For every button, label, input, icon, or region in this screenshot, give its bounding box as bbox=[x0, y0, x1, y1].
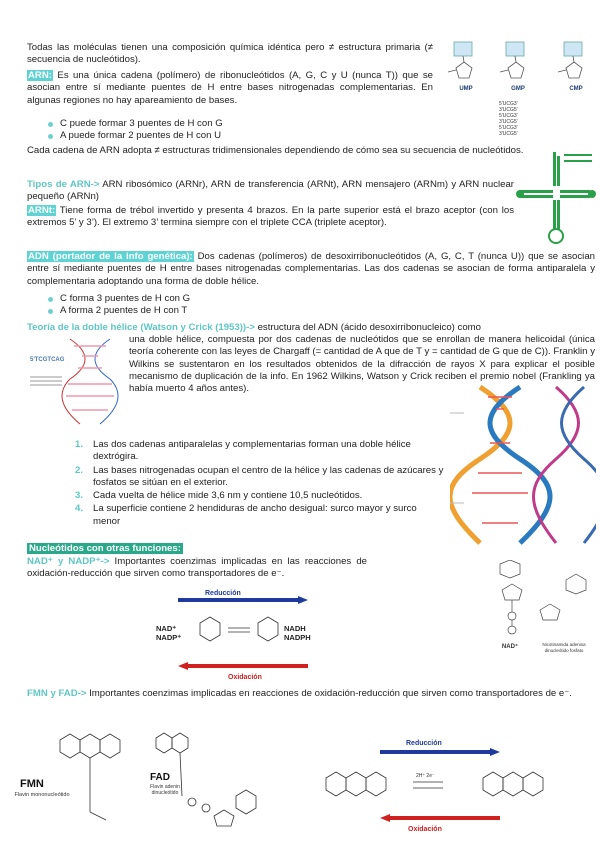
point-number: 2. bbox=[75, 464, 84, 476]
trna-cloverleaf-icon bbox=[516, 150, 596, 245]
fmn-figure bbox=[14, 722, 140, 832]
arn-label: ARN: bbox=[28, 70, 52, 81]
nad-reaction-figure bbox=[156, 588, 311, 684]
intro-text: Todas las moléculas tienen una composición química idéntica pero ≠ estructura primaria (≠ secuencia de nucleótidos). bbox=[27, 42, 433, 66]
nad-struct-caption: Nicotinamida adenina dinucleótido fosfato bbox=[542, 642, 586, 653]
dna-sequence-label: 5'TCGTCAG bbox=[30, 357, 65, 363]
codon: 3'UCG5' bbox=[499, 107, 518, 113]
oxidation-arrow-icon bbox=[178, 662, 308, 670]
arn-paragraph bbox=[27, 70, 433, 107]
arn-bullets bbox=[48, 118, 428, 143]
fmn-paragraph bbox=[27, 688, 595, 700]
helix-heading-line bbox=[27, 322, 595, 334]
nad-left-labels bbox=[156, 624, 181, 642]
nad-structure-figure bbox=[470, 560, 596, 670]
codon: 5'UCG3' bbox=[499, 125, 518, 131]
codon: 3'UCG5' bbox=[499, 131, 518, 137]
adn-text: Dos cadenas (polímeros) de desoxirribonucleótidos (A, G, C, T (nunca U)) que se asocian entre sí mediante puentes de H entre bases nitrogenadas complementarias. Las dos cadenas se asocian de forma antiparalela y complementaria adoptando una forma de doble hélice. bbox=[27, 251, 595, 287]
fmn-arrow-label: 2H⁺ 2e⁻ bbox=[416, 773, 435, 779]
cmp-label: CMP bbox=[569, 86, 583, 92]
gmp-label: GMP bbox=[511, 86, 525, 92]
arn-bullet: A puede formar 2 puentes de H con U bbox=[48, 130, 428, 142]
helix-label: Teoría de la doble hélice (Watson y Crick (1953))-> bbox=[27, 322, 255, 333]
double-helix-icon bbox=[450, 383, 596, 547]
adn-bullet: A forma 2 puentes de H con T bbox=[48, 305, 428, 317]
intro-paragraph bbox=[27, 42, 433, 67]
nadp-label-ox: NADP⁺ bbox=[156, 633, 182, 642]
dna-structure-figure bbox=[30, 334, 126, 434]
adn-bullet: C forma 3 puentes de H con G bbox=[48, 293, 428, 305]
dna-caption-decor bbox=[30, 374, 62, 388]
fmn-text: Importantes coenzimas implicadas en reacciones de oxidación-reducción que sirven como transportadores de e⁻. bbox=[86, 688, 572, 699]
fmn-reduction-arrow-icon bbox=[380, 748, 500, 756]
point-number: 4. bbox=[75, 503, 84, 515]
other-heading-line bbox=[27, 543, 327, 555]
nadh-label: NADH bbox=[284, 624, 306, 633]
adn-bullets bbox=[48, 293, 428, 318]
codon: 5'UCG3' bbox=[499, 113, 518, 119]
nad-text: Importantes coenzimas implicadas en las reacciones de oxidación-reducción que sirven como transportadores de e⁻. bbox=[27, 556, 367, 580]
helix-text-first: estructura del ADN (ácido desoxirribonucleico) como bbox=[254, 322, 482, 333]
nicotinamide-ring-icon bbox=[190, 608, 290, 658]
fmn-label: FMN y FAD-> bbox=[27, 688, 87, 699]
codon: 5'UCG3' bbox=[499, 101, 518, 107]
nad-molecule-icon bbox=[470, 560, 596, 642]
nad-label: NAD⁺ y NADP⁺-> bbox=[27, 556, 110, 567]
arn-text: Es una única cadena (polímero) de ribonucleótidos (A, G, C y U (nunca T)) que se asocian entre sí mediante puentes de H entre bases nitrogenadas complementarias. En algunas regiones no hay apareamiento de bases. bbox=[27, 70, 433, 106]
fmn-sub: Flavin mononucleótido bbox=[14, 792, 70, 798]
arn-bullet: C puede formar 3 puentes de H con G bbox=[48, 118, 428, 130]
reduction-arrow-icon bbox=[178, 596, 308, 604]
helix-points bbox=[75, 439, 445, 529]
helix-point: 1. Las dos cadenas antiparalelas y complementarias forman una doble hélice dextrógira. bbox=[75, 439, 411, 463]
fad-figure bbox=[148, 730, 288, 840]
other-heading: Nucleótidos con otras funciones: bbox=[29, 543, 181, 554]
nad-right-labels bbox=[284, 624, 311, 642]
nucleotides-figure bbox=[446, 38, 596, 100]
helix-text: una doble hélice, compuesta por dos cadenas de nucleótidos que se enrollan de manera helicoidal (única teoría coherente con las leyes de Chargaff (= cantidad de A que de T y = cantidad de G que de C)). Franklin y Wilkins se sustentaron en los resultados obtenidos de la difracción de rayos X para explicar el posible mecanismo de duplicación de la info. En 1962 Wilkins, Watson y Crick reciben el premio nobel (Frankling ya había muerto 4 años antes). bbox=[129, 334, 595, 395]
adn-paragraph bbox=[27, 251, 595, 288]
fmn-name: FMN bbox=[20, 778, 44, 790]
isoalloxazine-rings-icon bbox=[318, 760, 588, 810]
point-number: 1. bbox=[75, 439, 84, 450]
nad-struct-label: NAD⁺ bbox=[501, 644, 519, 650]
arnt-text: Tiene forma de trébol invertido y presenta 4 brazos. En la parte superior está el brazo aceptor (con los extremos 5’ y 3’). El extremo 3’ termina siempre con el triplete CCA (triplete aceptor). bbox=[27, 205, 514, 229]
fmn-oxidation-arrow-icon bbox=[380, 814, 500, 822]
fmn-molecule-icon bbox=[20, 722, 140, 832]
fad-name: FAD bbox=[150, 772, 170, 783]
arn-types-paragraph bbox=[27, 179, 514, 204]
nadph-label: NADPH bbox=[284, 633, 311, 642]
arn-types-text: ARN ribosómico (ARNr), ARN de transferencia (ARNt), ARN mensajero (ARNm) y ARN nuclear pequeño (ARNn) bbox=[27, 179, 514, 203]
arn-structure-paragraph bbox=[27, 145, 595, 157]
helix-point: 2. Las bases nitrogenadas ocupan el centro de la hélice y las cadenas de azúcares y fosfatos se sitúan en el exterior. bbox=[75, 464, 444, 488]
arn-types-label: Tipos de ARN-> bbox=[27, 179, 100, 190]
nucleotide-structures-icon bbox=[446, 38, 596, 88]
ump-label: UMP bbox=[459, 86, 473, 92]
codon-list bbox=[499, 101, 539, 137]
dna-ladder-icon bbox=[60, 334, 126, 434]
nad-paragraph bbox=[27, 556, 367, 581]
nad-label-ox: NAD⁺ bbox=[156, 624, 177, 633]
codon: 3'UCG5' bbox=[499, 119, 518, 125]
reduction-label: Reducción bbox=[205, 590, 241, 597]
helix-point: 4. La superficie contiene 2 hendiduras de ancho desigual: surco mayor y surco menor bbox=[75, 503, 417, 527]
adn-label: ADN (portador de la info genética): bbox=[28, 251, 193, 262]
point-number: 3. bbox=[75, 490, 84, 502]
fad-sub: Flavin adenin dinucleótido bbox=[150, 784, 180, 796]
arn-structure-text: Cada cadena de ARN adopta ≠ estructuras tridimensionales dependiendo de cómo sea su secuencia de nucleótidos. bbox=[27, 145, 524, 156]
arnt-label: ARNt: bbox=[28, 205, 56, 216]
fmn-oxidation-label: Oxidación bbox=[408, 826, 442, 833]
arnt-paragraph bbox=[27, 205, 514, 230]
helix-point: 3. Cada vuelta de hélice mide 3,6 nm y contiene 10,5 nucleótidos. bbox=[75, 490, 363, 502]
fmn-reduction-label: Reducción bbox=[406, 740, 442, 747]
oxidation-label: Oxidación bbox=[228, 674, 262, 681]
fmn-reaction-figure bbox=[318, 738, 588, 834]
